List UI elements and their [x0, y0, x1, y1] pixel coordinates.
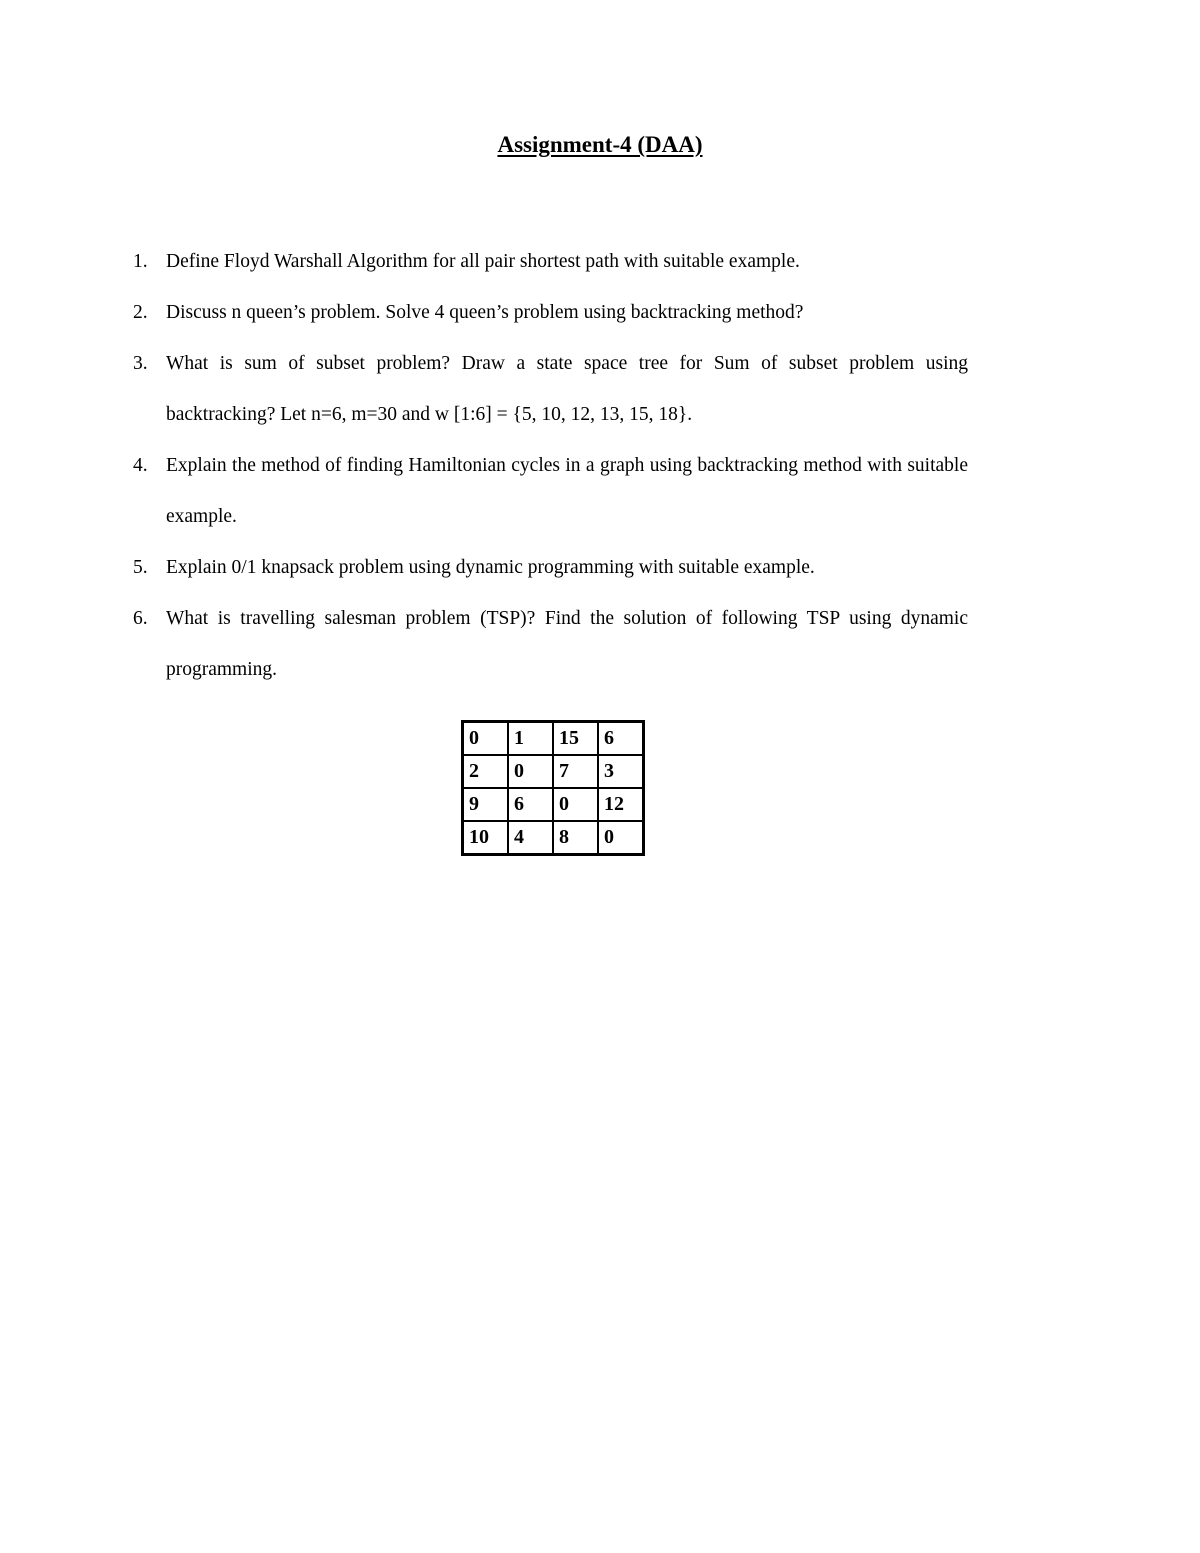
matrix-cell: 0 [553, 788, 598, 821]
question-number: 2. [133, 302, 148, 323]
question-item [133, 593, 968, 695]
matrix-cell: 0 [598, 821, 644, 855]
question-number: 4. [133, 455, 148, 476]
question-text: What is sum of subset problem? Draw a state space tree for Sum of subset problem using backtracking? Let n=6, m=30 and w [1:6] = {5, 10, 12, 13, 15, 18}. [166, 353, 968, 425]
matrix-cell: 9 [463, 788, 509, 821]
matrix-cell: 6 [598, 722, 644, 756]
matrix-row [463, 788, 644, 821]
matrix-cell: 2 [463, 755, 509, 788]
matrix-cell: 1 [508, 722, 553, 756]
question-text: Explain the method of finding Hamiltonian cycles in a graph using backtracking method with suitable example. [166, 455, 968, 527]
matrix-cell: 0 [508, 755, 553, 788]
question-number: 6. [133, 608, 148, 629]
question-list [133, 236, 968, 695]
question-text: Define Floyd Warshall Algorithm for all pair shortest path with suitable example. [166, 251, 800, 272]
matrix-cell: 4 [508, 821, 553, 855]
tsp-cost-matrix [461, 720, 645, 856]
matrix-cell: 15 [553, 722, 598, 756]
question-number: 3. [133, 353, 148, 374]
matrix-cell: 7 [553, 755, 598, 788]
question-text: Explain 0/1 knapsack problem using dynamic programming with suitable example. [166, 557, 815, 578]
matrix-row [463, 755, 644, 788]
matrix-cell: 12 [598, 788, 644, 821]
matrix-cell: 10 [463, 821, 509, 855]
question-item [133, 338, 968, 440]
question-item [133, 236, 968, 287]
matrix-row [463, 821, 644, 855]
assignment-title: Assignment-4 (DAA) [497, 132, 703, 157]
question-text: Discuss n queen’s problem. Solve 4 queen’s problem using backtracking method? [166, 302, 804, 323]
question-item [133, 440, 968, 542]
question-text: What is travelling salesman problem (TSP)? Find the solution of following TSP using dynamic programming. [166, 608, 968, 680]
question-item [133, 542, 968, 593]
question-number: 1. [133, 251, 148, 272]
matrix-row [463, 722, 644, 756]
question-item [133, 287, 968, 338]
matrix-cell: 8 [553, 821, 598, 855]
matrix-cell: 3 [598, 755, 644, 788]
matrix-cell: 0 [463, 722, 509, 756]
matrix-cell: 6 [508, 788, 553, 821]
question-number: 5. [133, 557, 148, 578]
